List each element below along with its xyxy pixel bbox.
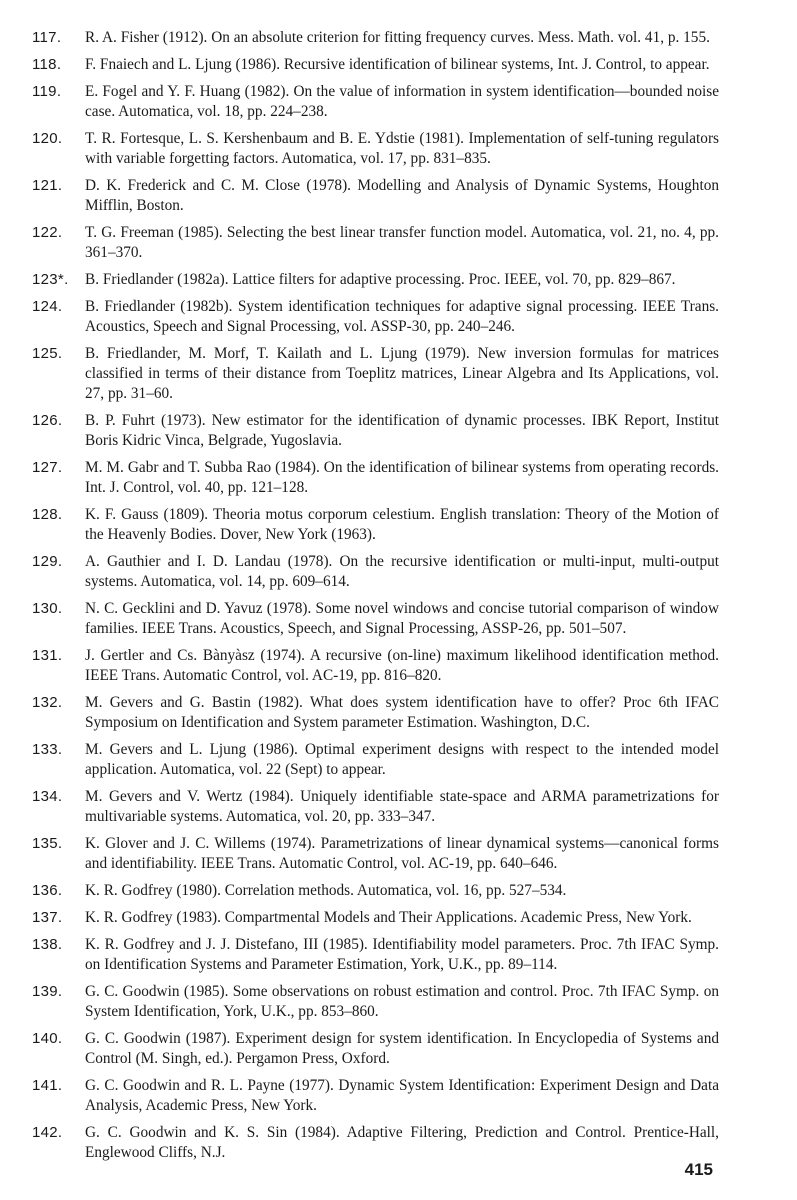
reference-item [0, 693, 797, 733]
reference-text: T. G. Freeman (1985). Selecting the best linear transfer function model. Automatica, vol. 21, no. 4, pp. 361–370. [85, 224, 719, 261]
reference-number: 134. [32, 788, 63, 805]
reference-item [0, 223, 797, 263]
reference-item [0, 982, 797, 1022]
reference-number: 132. [32, 694, 63, 711]
reference-number: 118. [32, 56, 62, 73]
reference-number: 125. [32, 345, 63, 362]
reference-text: B. Friedlander, M. Morf, T. Kailath and L. Ljung (1979). New inversion formulas for matrices classified in terms of their distance from Toeplitz matrices, Linear Algebra and Its Applications, vol. 27, pp. 31–60. [85, 345, 719, 402]
reference-number: 141. [32, 1077, 63, 1094]
reference-text: M. Gevers and G. Bastin (1982). What does system identification have to offer? Proc 6th IFAC Symposium on Identification and System parameter Estimation. Washington, D.C. [85, 694, 719, 731]
reference-item [0, 1029, 797, 1069]
reference-text: T. R. Fortesque, L. S. Kershenbaum and B. E. Ydstie (1981). Implementation of self-tuning regulators with variable forgetting factors. Automatica, vol. 17, pp. 831–835. [85, 130, 719, 167]
reference-item [0, 599, 797, 639]
reference-text: N. C. Gecklini and D. Yavuz (1978). Some novel windows and concise tutorial comparison of window families. IEEE Trans. Acoustics, Speech, and Signal Processing, ASSP-26, pp. 501–507. [85, 600, 719, 637]
reference-text: G. C. Goodwin (1985). Some observations on robust estimation and control. Proc. 7th IFAC Symp. on System Identification, York, U.K., pp. 853–860. [85, 983, 719, 1020]
reference-text: K. R. Godfrey and J. J. Distefano, III (1985). Identifiability model parameters. Proc. 7th IFAC Symp. on Identification Systems and Parameter Estimation, York, U.K., pp. 89–114. [85, 936, 719, 973]
reference-item [0, 297, 797, 337]
reference-text: F. Fnaiech and L. Ljung (1986). Recursive identification of bilinear systems, Int. J. Control, to appear. [85, 56, 710, 73]
reference-number: 131. [32, 647, 63, 664]
reference-number: 135. [32, 835, 63, 852]
reference-text: J. Gertler and Cs. Bànyàsz (1974). A recursive (on-line) maximum likelihood identification method. IEEE Trans. Automatic Control, vol. AC-19, pp. 816–820. [85, 647, 719, 684]
reference-item [0, 458, 797, 498]
reference-text: G. C. Goodwin and K. S. Sin (1984). Adaptive Filtering, Prediction and Control. Prentice-Hall, Englewood Cliffs, N.J. [85, 1124, 719, 1161]
reference-text: G. C. Goodwin and R. L. Payne (1977). Dynamic System Identification: Experiment Design and Data Analysis, Academic Press, New York. [85, 1077, 719, 1114]
reference-number: 138. [32, 936, 63, 953]
reference-item [0, 881, 797, 901]
reference-item [0, 935, 797, 975]
reference-text: E. Fogel and Y. F. Huang (1982). On the value of information in system identification—bounded noise case. Automatica, vol. 18, pp. 224–238. [85, 83, 719, 120]
reference-text: M. Gevers and L. Ljung (1986). Optimal experiment designs with respect to the intended model application. Automatica, vol. 22 (Sept) to appear. [85, 741, 719, 778]
reference-number: 121. [32, 177, 63, 194]
reference-number: 120. [32, 130, 63, 147]
reference-item [0, 344, 797, 404]
reference-text: A. Gauthier and I. D. Landau (1978). On the recursive identification or multi-input, multi-output systems. Automatica, vol. 14, pp. 609–614. [85, 553, 719, 590]
reference-number: 133. [32, 741, 63, 758]
reference-number: 117. [32, 29, 62, 46]
reference-text: B. Friedlander (1982b). System identification techniques for adaptive signal processing. IEEE Trans. Acoustics, Speech and Signal Processing, vol. ASSP-30, pp. 240–246. [85, 298, 719, 335]
reference-item [0, 55, 797, 75]
reference-number: 122. [32, 224, 63, 241]
reference-item [0, 787, 797, 827]
reference-item [0, 1123, 797, 1163]
reference-text: G. C. Goodwin (1987). Experiment design for system identification. In Encyclopedia of Systems and Control (M. Singh, ed.). Pergamon Press, Oxford. [85, 1030, 719, 1067]
reference-number: 130. [32, 600, 63, 617]
reference-text: M. M. Gabr and T. Subba Rao (1984). On the identification of bilinear systems from operating records. Int. J. Control, vol. 40, pp. 121–128. [85, 459, 719, 496]
reference-text: D. K. Frederick and C. M. Close (1978). Modelling and Analysis of Dynamic Systems, Houghton Mifflin, Boston. [85, 177, 719, 214]
reference-number: 139. [32, 983, 63, 1000]
reference-text: M. Gevers and V. Wertz (1984). Uniquely identifiable state-space and ARMA parametrizations for multivariable systems. Automatica, vol. 20, pp. 333–347. [85, 788, 719, 825]
reference-text: B. P. Fuhrt (1973). New estimator for the identification of dynamic processes. IBK Report, Institut Boris Kidric Vinca, Belgrade, Yugoslavia. [85, 412, 719, 449]
reference-text: K. F. Gauss (1809). Theoria motus corporum celestium. English translation: Theory of the Motion of the Heavenly Bodies. Dover, New York (1963). [85, 506, 719, 543]
reference-text: B. Friedlander (1982a). Lattice filters for adaptive processing. Proc. IEEE, vol. 70, pp. 829–867. [85, 271, 676, 288]
reference-number: 124. [32, 298, 63, 315]
reference-number: 127. [32, 459, 63, 476]
reference-number: 126. [32, 412, 63, 429]
reference-list [0, 28, 797, 1170]
reference-item [0, 646, 797, 686]
reference-item [0, 552, 797, 592]
reference-item [0, 28, 797, 48]
reference-item [0, 176, 797, 216]
reference-item [0, 82, 797, 122]
reference-number: 137. [32, 909, 63, 926]
reference-number: 136. [32, 882, 63, 899]
reference-number: 129. [32, 553, 63, 570]
reference-item [0, 505, 797, 545]
reference-item [0, 411, 797, 451]
reference-text: R. A. Fisher (1912). On an absolute criterion for fitting frequency curves. Mess. Math. vol. 41, p. 155. [85, 29, 710, 46]
reference-number: 123*. [32, 271, 69, 288]
reference-item [0, 834, 797, 874]
page-number: 415 [684, 1160, 713, 1179]
reference-item [0, 740, 797, 780]
reference-item [0, 1076, 797, 1116]
reference-number: 128. [32, 506, 63, 523]
reference-number: 140. [32, 1030, 63, 1047]
reference-text: K. R. Godfrey (1983). Compartmental Models and Their Applications. Academic Press, New York. [85, 909, 692, 926]
reference-item [0, 129, 797, 169]
reference-text: K. Glover and J. C. Willems (1974). Parametrizations of linear dynamical systems—canonical forms and identifiability. IEEE Trans. Automatic Control, vol. AC-19, pp. 640–646. [85, 835, 719, 872]
reference-text: K. R. Godfrey (1980). Correlation methods. Automatica, vol. 16, pp. 527–534. [85, 882, 567, 899]
reference-item [0, 908, 797, 928]
reference-number: 119. [32, 83, 62, 100]
reference-item [0, 270, 797, 290]
reference-number: 142. [32, 1124, 63, 1141]
